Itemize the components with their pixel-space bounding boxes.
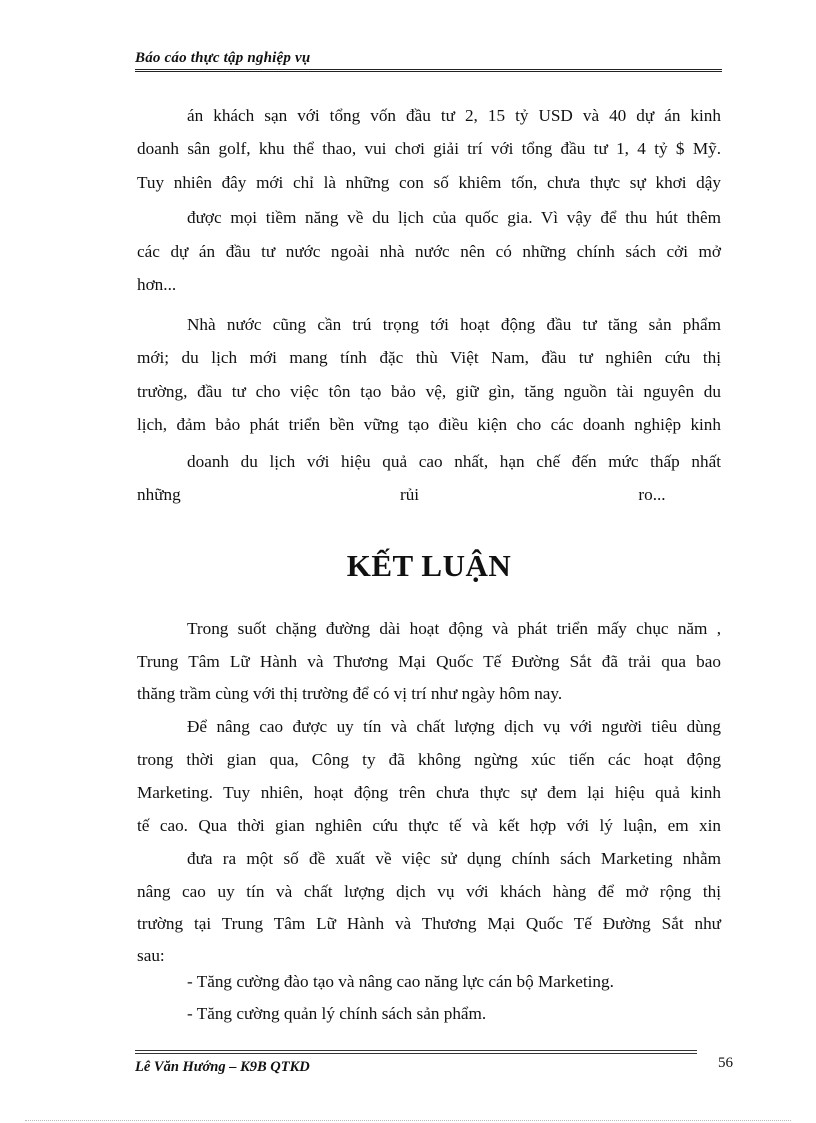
conclusion-line: trong thời gian qua, Công ty đã không ngừng xúc tiến các hoạt động [137, 750, 721, 769]
body-line: những rủi ro... [137, 485, 666, 504]
body-line: doanh du lịch với hiệu quả cao nhất, hạn chế đến mức thấp nhất [187, 452, 721, 471]
conclusion-bullet: - Tăng cường đào tạo và nâng cao năng lực cán bộ Marketing. [187, 972, 614, 991]
conclusion-line: tế cao. Qua thời gian nghiên cứu thực tế và kết hợp với lý luận, em xin [137, 816, 721, 835]
conclusion-line: Marketing. Tuy nhiên, hoạt động trên chưa thực sự đem lại hiệu quả kinh [137, 783, 721, 802]
conclusion-line: nâng cao uy tín và chất lượng dịch vụ với khách hàng để mở rộng thị [137, 882, 721, 901]
body-line: Nhà nước cũng cần trú trọng tới hoạt động đầu tư tăng sản phẩm [187, 315, 721, 334]
conclusion-line: Trung Tâm Lữ Hành và Thương Mại Quốc Tế Đường Sắt đã trải qua bao [137, 652, 721, 671]
body-line: Tuy nhiên đây mới chỉ là những con số khiêm tốn, chưa thực sự khơi dậy [137, 173, 721, 192]
header-rule-top [135, 69, 722, 70]
footer-rule-top [135, 1050, 697, 1051]
conclusion-line: Để nâng cao được uy tín và chất lượng dịch vụ với người tiêu dùng [187, 717, 721, 736]
conclusion-line: sau: [137, 946, 165, 965]
body-line: mới; du lịch mới mang tính đặc thù Việt Nam, đầu tư nghiên cứu thị [137, 348, 721, 367]
header-rule-bottom [135, 71, 722, 72]
conclusion-line: Trong suốt chặng đường dài hoạt động và phát triển mấy chục năm , [187, 619, 721, 638]
page-number: 56 [718, 1055, 733, 1071]
footer-author: Lê Văn Hướng – K9B QTKD [135, 1059, 310, 1075]
conclusion-line: thăng trầm cùng với thị trường để có vị trí như ngày hôm nay. [137, 684, 563, 703]
page-edge-dotted-line [25, 1120, 791, 1121]
section-title: KẾT LUẬN [346, 548, 512, 583]
conclusion-line: đưa ra một số đề xuất về việc sử dụng chính sách Marketing nhằm [187, 849, 721, 868]
body-line: án khách sạn với tổng vốn đầu tư 2, 15 tỷ USD và 40 dự án kinh [187, 106, 721, 125]
body-line: doanh sân golf, khu thể thao, vui chơi giải trí với tổng đầu tư 1, 4 tỷ $ Mỹ. [137, 139, 721, 158]
body-line: lịch, đảm bảo phát triển bền vững tạo điều kiện cho các doanh nghiệp kinh [137, 415, 721, 434]
header-title: Báo cáo thực tập nghiệp vụ [135, 50, 311, 66]
body-line: hơn... [137, 275, 177, 294]
body-line: được mọi tiềm năng về du lịch của quốc gia. Vì vậy để thu hút thêm [187, 208, 721, 227]
conclusion-bullet: - Tăng cường quản lý chính sách sản phẩm. [187, 1004, 487, 1023]
conclusion-line: trường tại Trung Tâm Lữ Hành và Thương Mại Quốc Tế Đường Sắt như [137, 914, 721, 933]
body-line: trường, đầu tư cho việc tôn tạo bảo vệ, giữ gìn, tăng nguồn tài nguyên du [137, 382, 721, 401]
footer-rule-bottom [135, 1053, 697, 1054]
body-line: các dự án đầu tư nước ngoài nhà nước nên có những chính sách cởi mở [137, 242, 721, 261]
